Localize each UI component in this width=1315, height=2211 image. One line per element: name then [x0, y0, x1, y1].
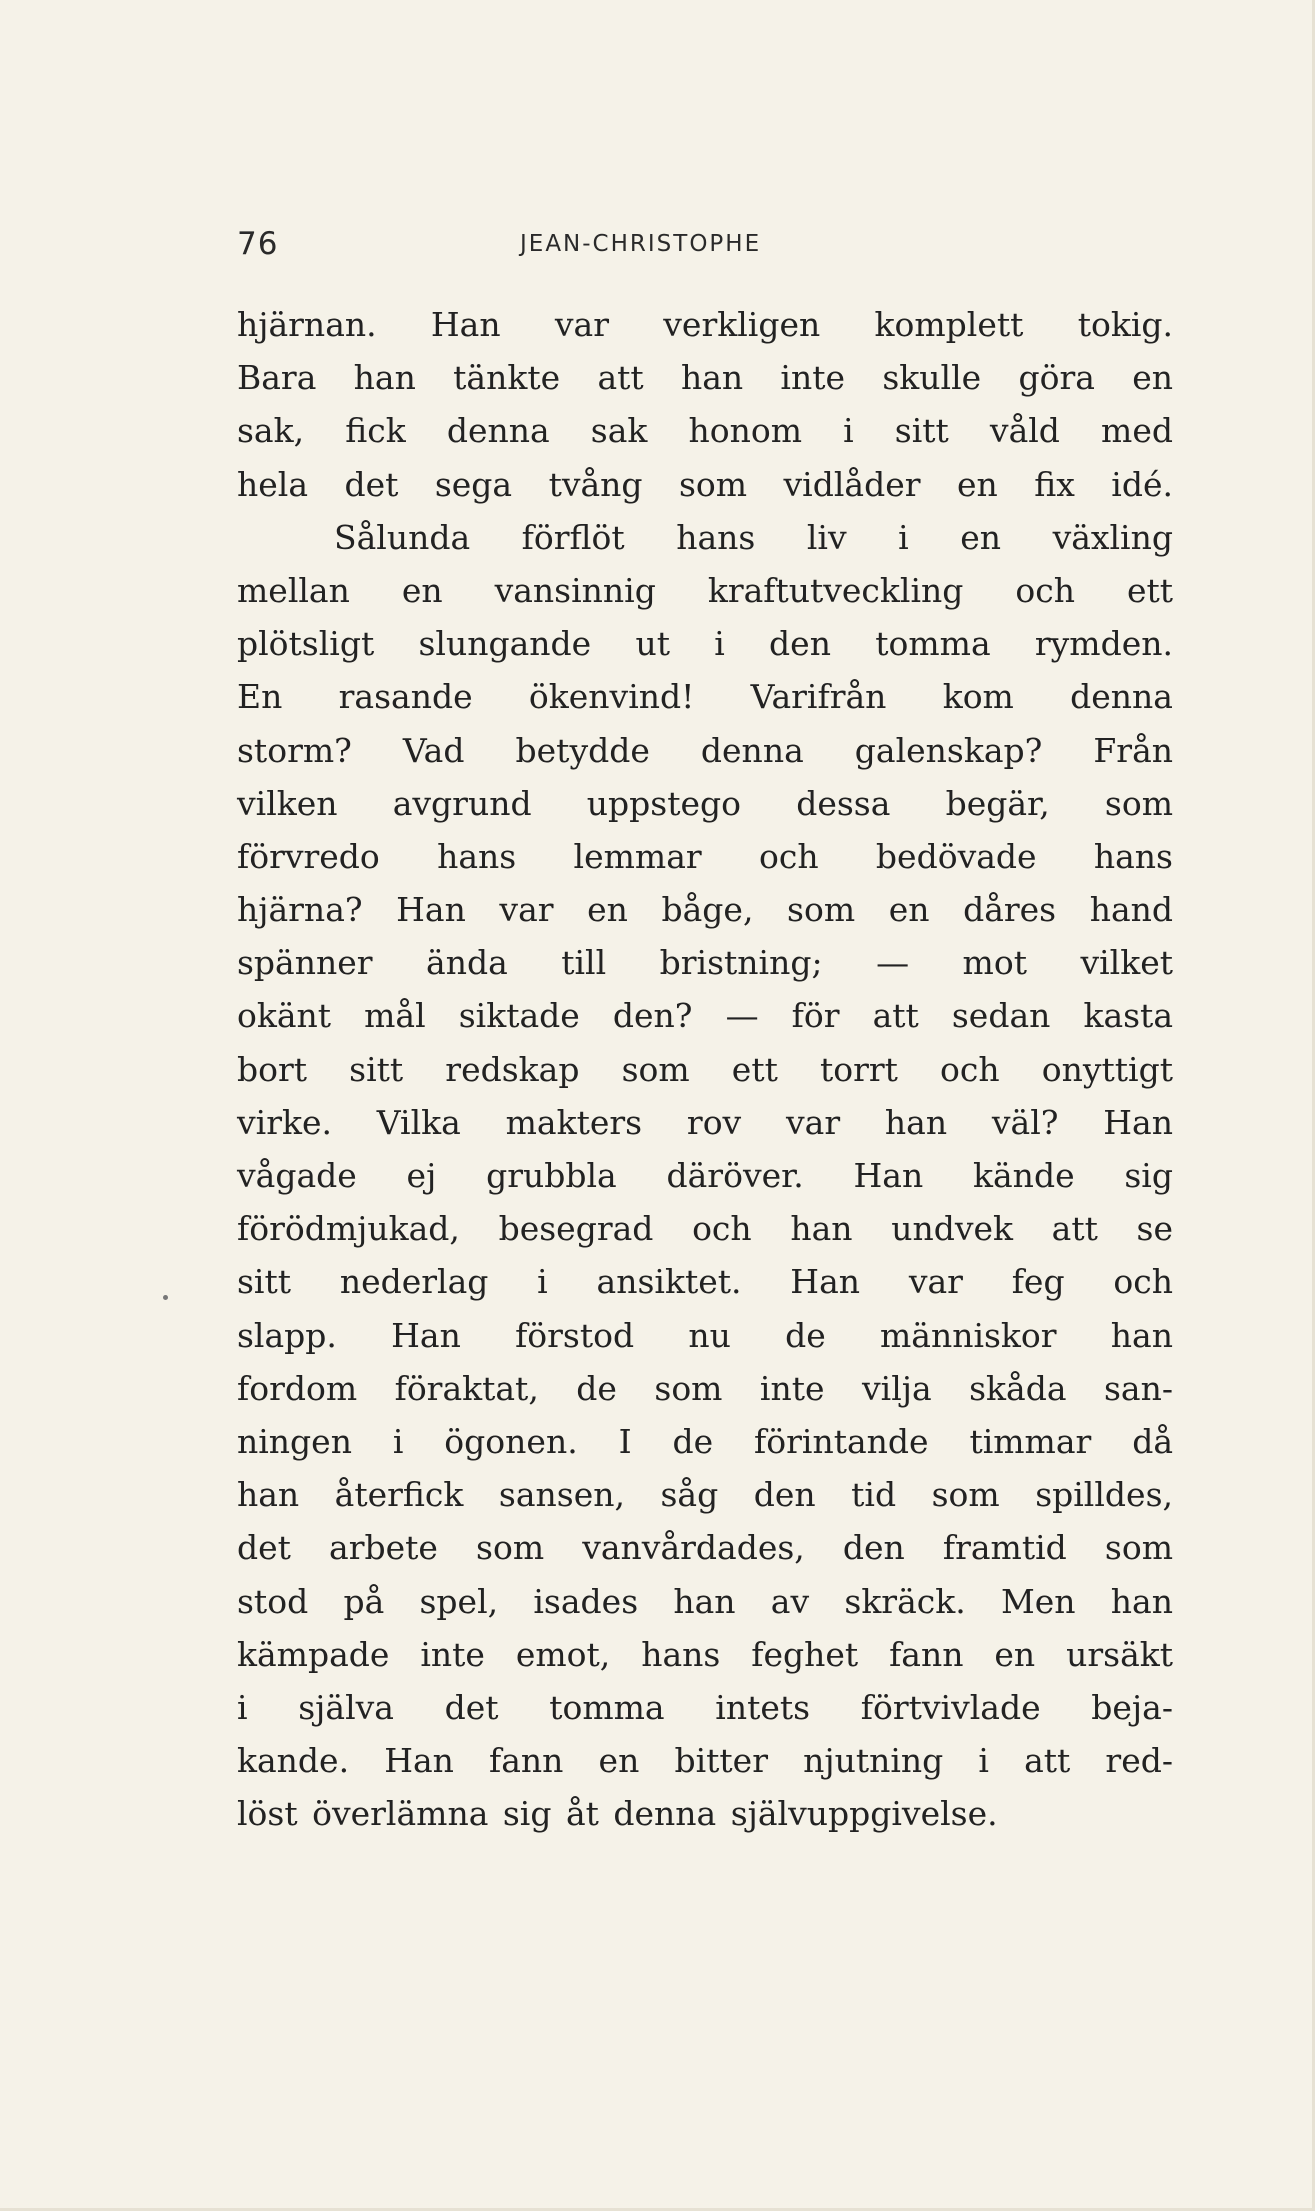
text-line: fordom föraktat, de som inte vilja skåda san-	[237, 1368, 1173, 1408]
text-line: ningen i ögonen. I de förintande timmar då	[237, 1421, 1173, 1461]
running-title: JEAN-CHRISTOPHE	[520, 231, 762, 257]
text-line: hjärna? Han var en båge, som en dåres hand	[237, 890, 1173, 930]
text-line: En rasande ökenvind! Varifrån kom denna	[237, 677, 1173, 717]
text-line: i själva det tomma intets förtvivlade beja-	[237, 1687, 1173, 1727]
paper-speck	[163, 1295, 168, 1300]
text-line: stod på spel, isades han av skräck. Men han	[237, 1581, 1173, 1621]
text-line: kämpade inte emot, hans feghet fann en ursäkt	[237, 1634, 1173, 1674]
text-line: bort sitt redskap som ett torrt och onyttigt	[237, 1049, 1173, 1089]
text-line: förvredo hans lemmar och bedövade hans	[237, 836, 1173, 876]
text-line: vågade ej grubbla däröver. Han kände sig	[237, 1156, 1173, 1195]
text-line: spänner ända till bristning; — mot vilket	[237, 943, 1173, 983]
running-head	[237, 226, 1173, 266]
text-line: hjärnan. Han var verkligen komplett tokig.	[237, 305, 1173, 344]
text-line: vilken avgrund uppstego dessa begär, som	[237, 783, 1173, 823]
text-line: Sålunda förflöt hans liv i en växling	[334, 517, 1173, 557]
text-line: löst överlämna sig åt denna självuppgivelse.	[237, 1794, 998, 1834]
page-number: 76	[237, 226, 279, 262]
text-line: Bara han tänkte att han inte skulle göra en	[237, 358, 1173, 398]
text-line: han återfick sansen, såg den tid som spilldes,	[237, 1475, 1173, 1515]
text-line: plötsligt slungande ut i den tomma rymden.	[237, 624, 1173, 664]
text-line: förödmjukad, besegrad och han undvek att se	[237, 1209, 1173, 1249]
text-line: sak, fick denna sak honom i sitt våld med	[237, 411, 1173, 451]
text-line: storm? Vad betydde denna galenskap? Från	[237, 730, 1173, 770]
text-line: kande. Han fann en bitter njutning i att red-	[237, 1741, 1173, 1781]
text-line: sitt nederlag i ansiktet. Han var feg och	[237, 1262, 1173, 1302]
text-line: virke. Vilka makters rov var han väl? Han	[237, 1102, 1173, 1142]
body-text	[237, 298, 1173, 1840]
text-line: det arbete som vanvårdades, den framtid som	[237, 1528, 1173, 1568]
text-line: mellan en vansinnig kraftutveckling och ett	[237, 570, 1173, 610]
text-line: slapp. Han förstod nu de människor han	[237, 1315, 1173, 1355]
text-line: hela det sega tvång som vidlåder en fix idé.	[237, 464, 1173, 504]
text-line: okänt mål siktade den? — för att sedan kasta	[237, 996, 1173, 1036]
